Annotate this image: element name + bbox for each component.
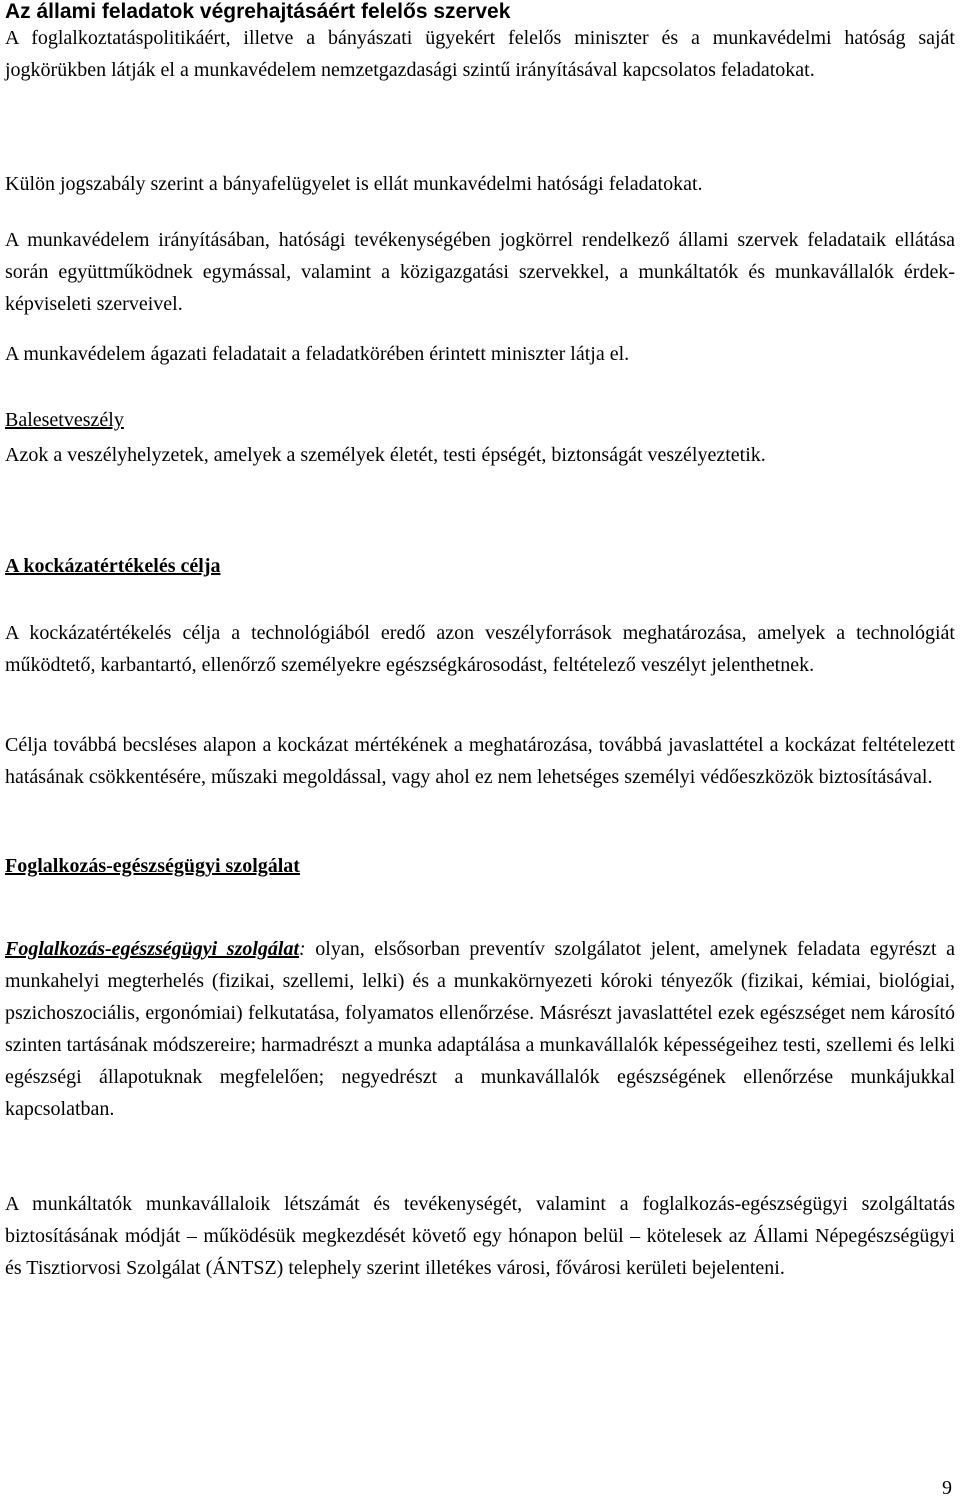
paragraph-mining-authority: Külön jogszabály szerint a bányafelügyelet is ellát munkavédelmi hatósági feladatokat. <box>5 173 703 195</box>
heading-foglalkozas-egeszsegugyi: Foglalkozás-egészségügyi szolgálat <box>5 855 300 877</box>
heading-kockazatertekeles: A kockázatértékelés célja <box>5 555 221 577</box>
definition-text: olyan, elsősorban preventív szolgálatot jelent, amelynek feladata egyrészt a munkahelyi megterhelés (fizikai, szellemi, lelki) és a munkakörnyezeti kóroki tényezők (fizikai, kémiai, biológiai, pszichoszociális, ergonómiai) felkutatása, folyamatos ellenőrzése. Másrészt javaslattétel ezek egészséget nem károsító szinten tartásának módszereire; harmadrészt a munka adaptálása a munkavállalók képességeihez testi, szellemi és lelki egészségi állapotuknak megfelelően; negyedrészt a munkavállalók egészségének ellenőrzése munkájukkal kapcsolatban. <box>5 938 955 1120</box>
paragraph-kockazat-2: Célja továbbá becsléses alapon a kockázat mértékének a meghatározása, továbbá javaslattétel a kockázat feltételezett hatásának csökkentésére, műszaki megoldással, vagy ahol ez nem lehetséges személyi védőeszközök biztosításával. <box>5 734 955 788</box>
heading-balesetveszely: Balesetveszély <box>5 409 124 431</box>
paragraph-foglalkozas-1 <box>5 933 955 1125</box>
paragraph-kockazat-1: A kockázatértékelés célja a technológiából eredő azon veszélyforrások meghatározása, amelyek a technológiát működtető, karbantartó, ellenőrző személyekre egészségkárosodást, feltételező veszélyt jelenthetnek. <box>5 622 955 676</box>
paragraph-ministry: A foglalkoztatáspolitikáért, illetve a bányászati ügyekért felelős miniszter és a munkavédelmi hatóság saját jogkörükben látják el a munkavédelem nemzetgazdasági szintű irányításával kapcsolatos feladatokat. <box>5 27 955 81</box>
paragraph-sectoral-tasks: A munkavédelem ágazati feladatait a feladatkörében érintett miniszter látja el. <box>5 343 630 365</box>
paragraph-balesetveszely: Azok a veszélyhelyzetek, amelyek a személyek életét, testi épségét, biztonságát veszélyeztetik. <box>5 444 766 466</box>
term-colon: : <box>299 938 306 960</box>
document-title: Az állami feladatok végrehajtásáért felelős szervek <box>5 0 511 23</box>
page-number: 9 <box>942 1477 952 1499</box>
paragraph-cooperation: A munkavédelem irányításában, hatósági tevékenységében jogkörrel rendelkező állami szervek feladataik ellátása során együttműködnek egymással, valamint a közigazgatási szervekkel, a munkáltatók és munkavállalók érdek-képviseleti szerveivel. <box>5 229 955 315</box>
defined-term: Foglalkozás-egészségügyi szolgálat <box>5 938 300 960</box>
paragraph-foglalkozas-2: A munkáltatók munkavállaloik létszámát és tevékenységét, valamint a foglalkozás-egészségügyi szolgáltatás biztosításának módját – működésük megkezdését követő egy hónapon belül – kötelesek az Állami Népegészségügyi és Tisztiorvosi Szolgálat (ÁNTSZ) telephely szerint illetékes városi, fővárosi kerületi bejelenteni. <box>5 1193 955 1279</box>
